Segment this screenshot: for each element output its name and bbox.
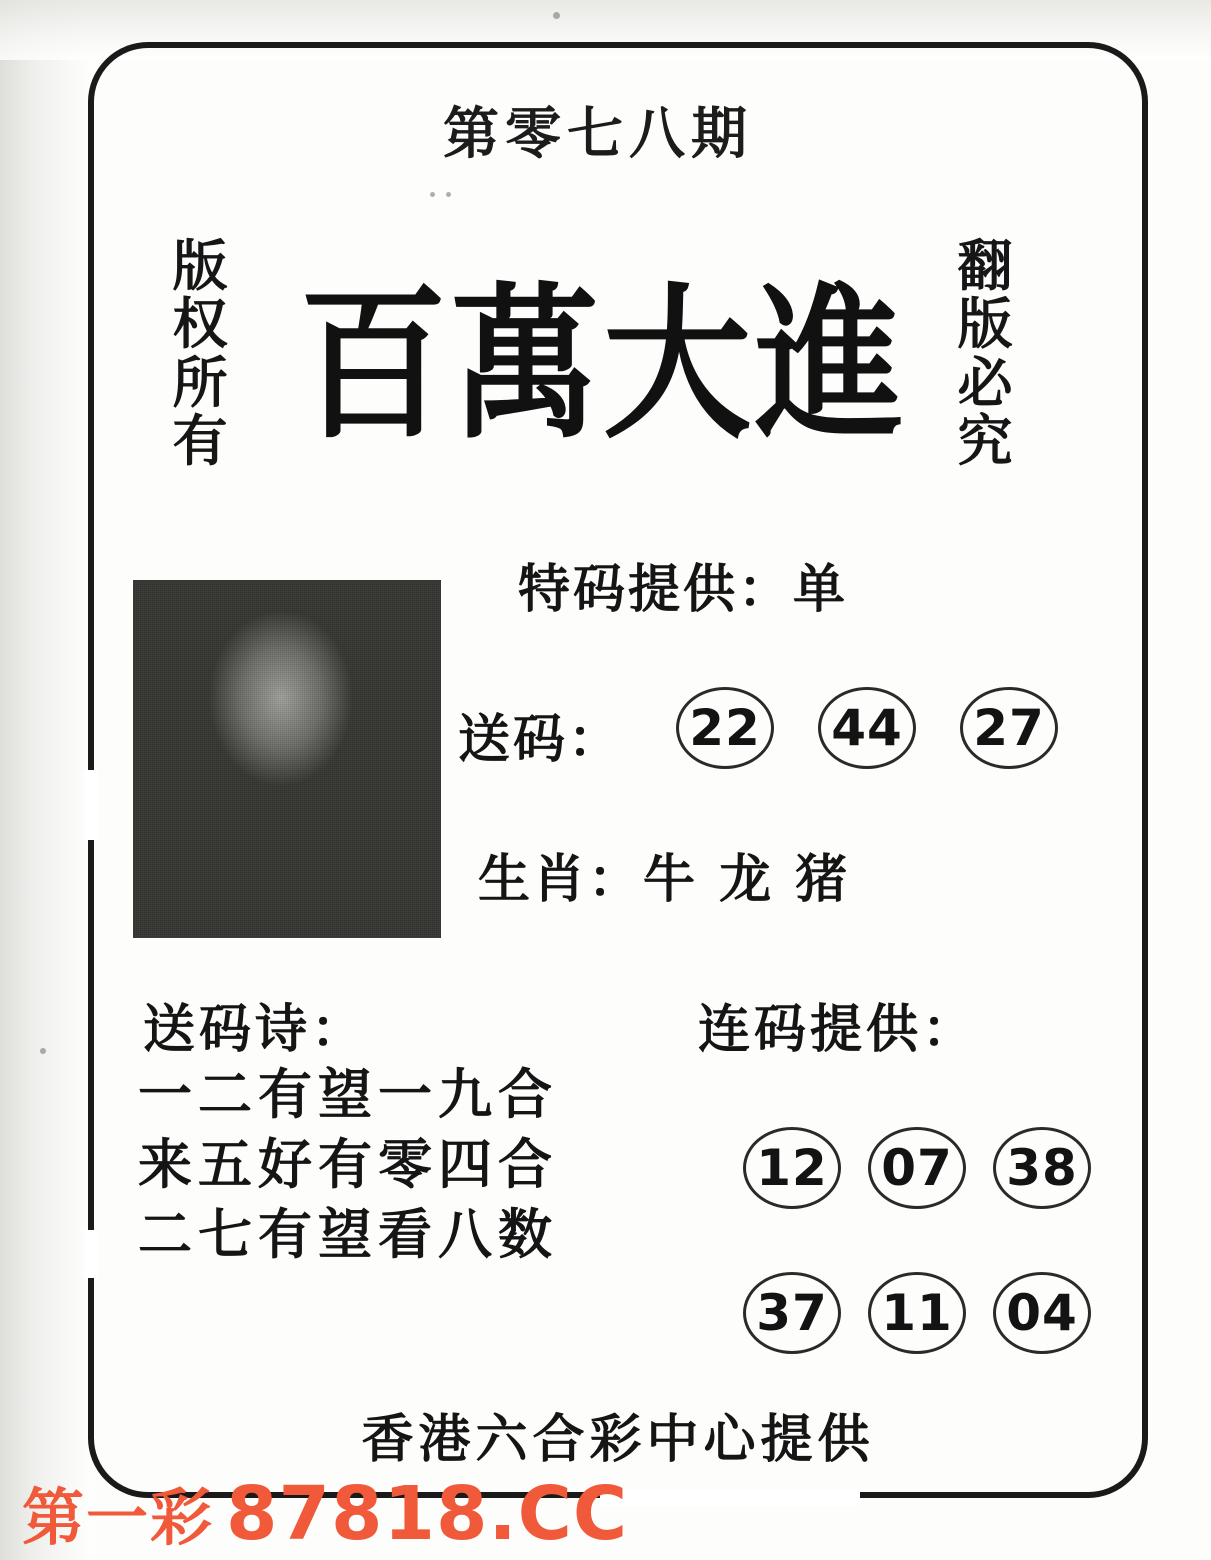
card-content (88, 42, 1148, 1498)
send-code-ball: 27 (960, 687, 1058, 769)
watermark-url: 87818.CC (226, 1471, 629, 1557)
send-code-label: 送码： (458, 710, 624, 770)
lianma-ball: 12 (743, 1127, 841, 1209)
send-code-ball: 44 (818, 687, 916, 769)
scan-edge-shadow-left (0, 0, 95, 1560)
main-title: 百萬大進 (299, 268, 907, 462)
poem-line: 一二有望一九合 (138, 1063, 558, 1126)
scan-speck (553, 12, 560, 19)
footer-source-line: 香港六合彩中心提供 (361, 1410, 875, 1470)
poem-label: 送码诗： (143, 1000, 368, 1060)
lianma-ball: 07 (868, 1127, 966, 1209)
special-code-line: 特码提供：单 (518, 560, 849, 620)
lianma-label: 连码提供： (698, 1000, 979, 1060)
zodiac-line: 生肖：牛 龙 猪 (478, 850, 851, 910)
send-code-ball: 22 (676, 687, 774, 769)
lianma-ball: 38 (993, 1127, 1091, 1209)
poem-line: 二七有望看八数 (138, 1203, 558, 1266)
poem-line: 来五好有零四合 (138, 1133, 558, 1196)
lianma-ball: 04 (993, 1272, 1091, 1354)
scan-speck (40, 1048, 46, 1054)
watermark (22, 1468, 628, 1557)
lianma-ball: 37 (743, 1272, 841, 1354)
copyright-notice-right: 翻版必究 (957, 234, 1015, 473)
watermark-brand: 第一彩 (22, 1481, 215, 1554)
copyright-notice-left: 版权所有 (172, 234, 230, 473)
lianma-ball: 11 (868, 1272, 966, 1354)
issue-title: 第零七八期 (443, 102, 753, 167)
portrait-photo (133, 580, 441, 938)
